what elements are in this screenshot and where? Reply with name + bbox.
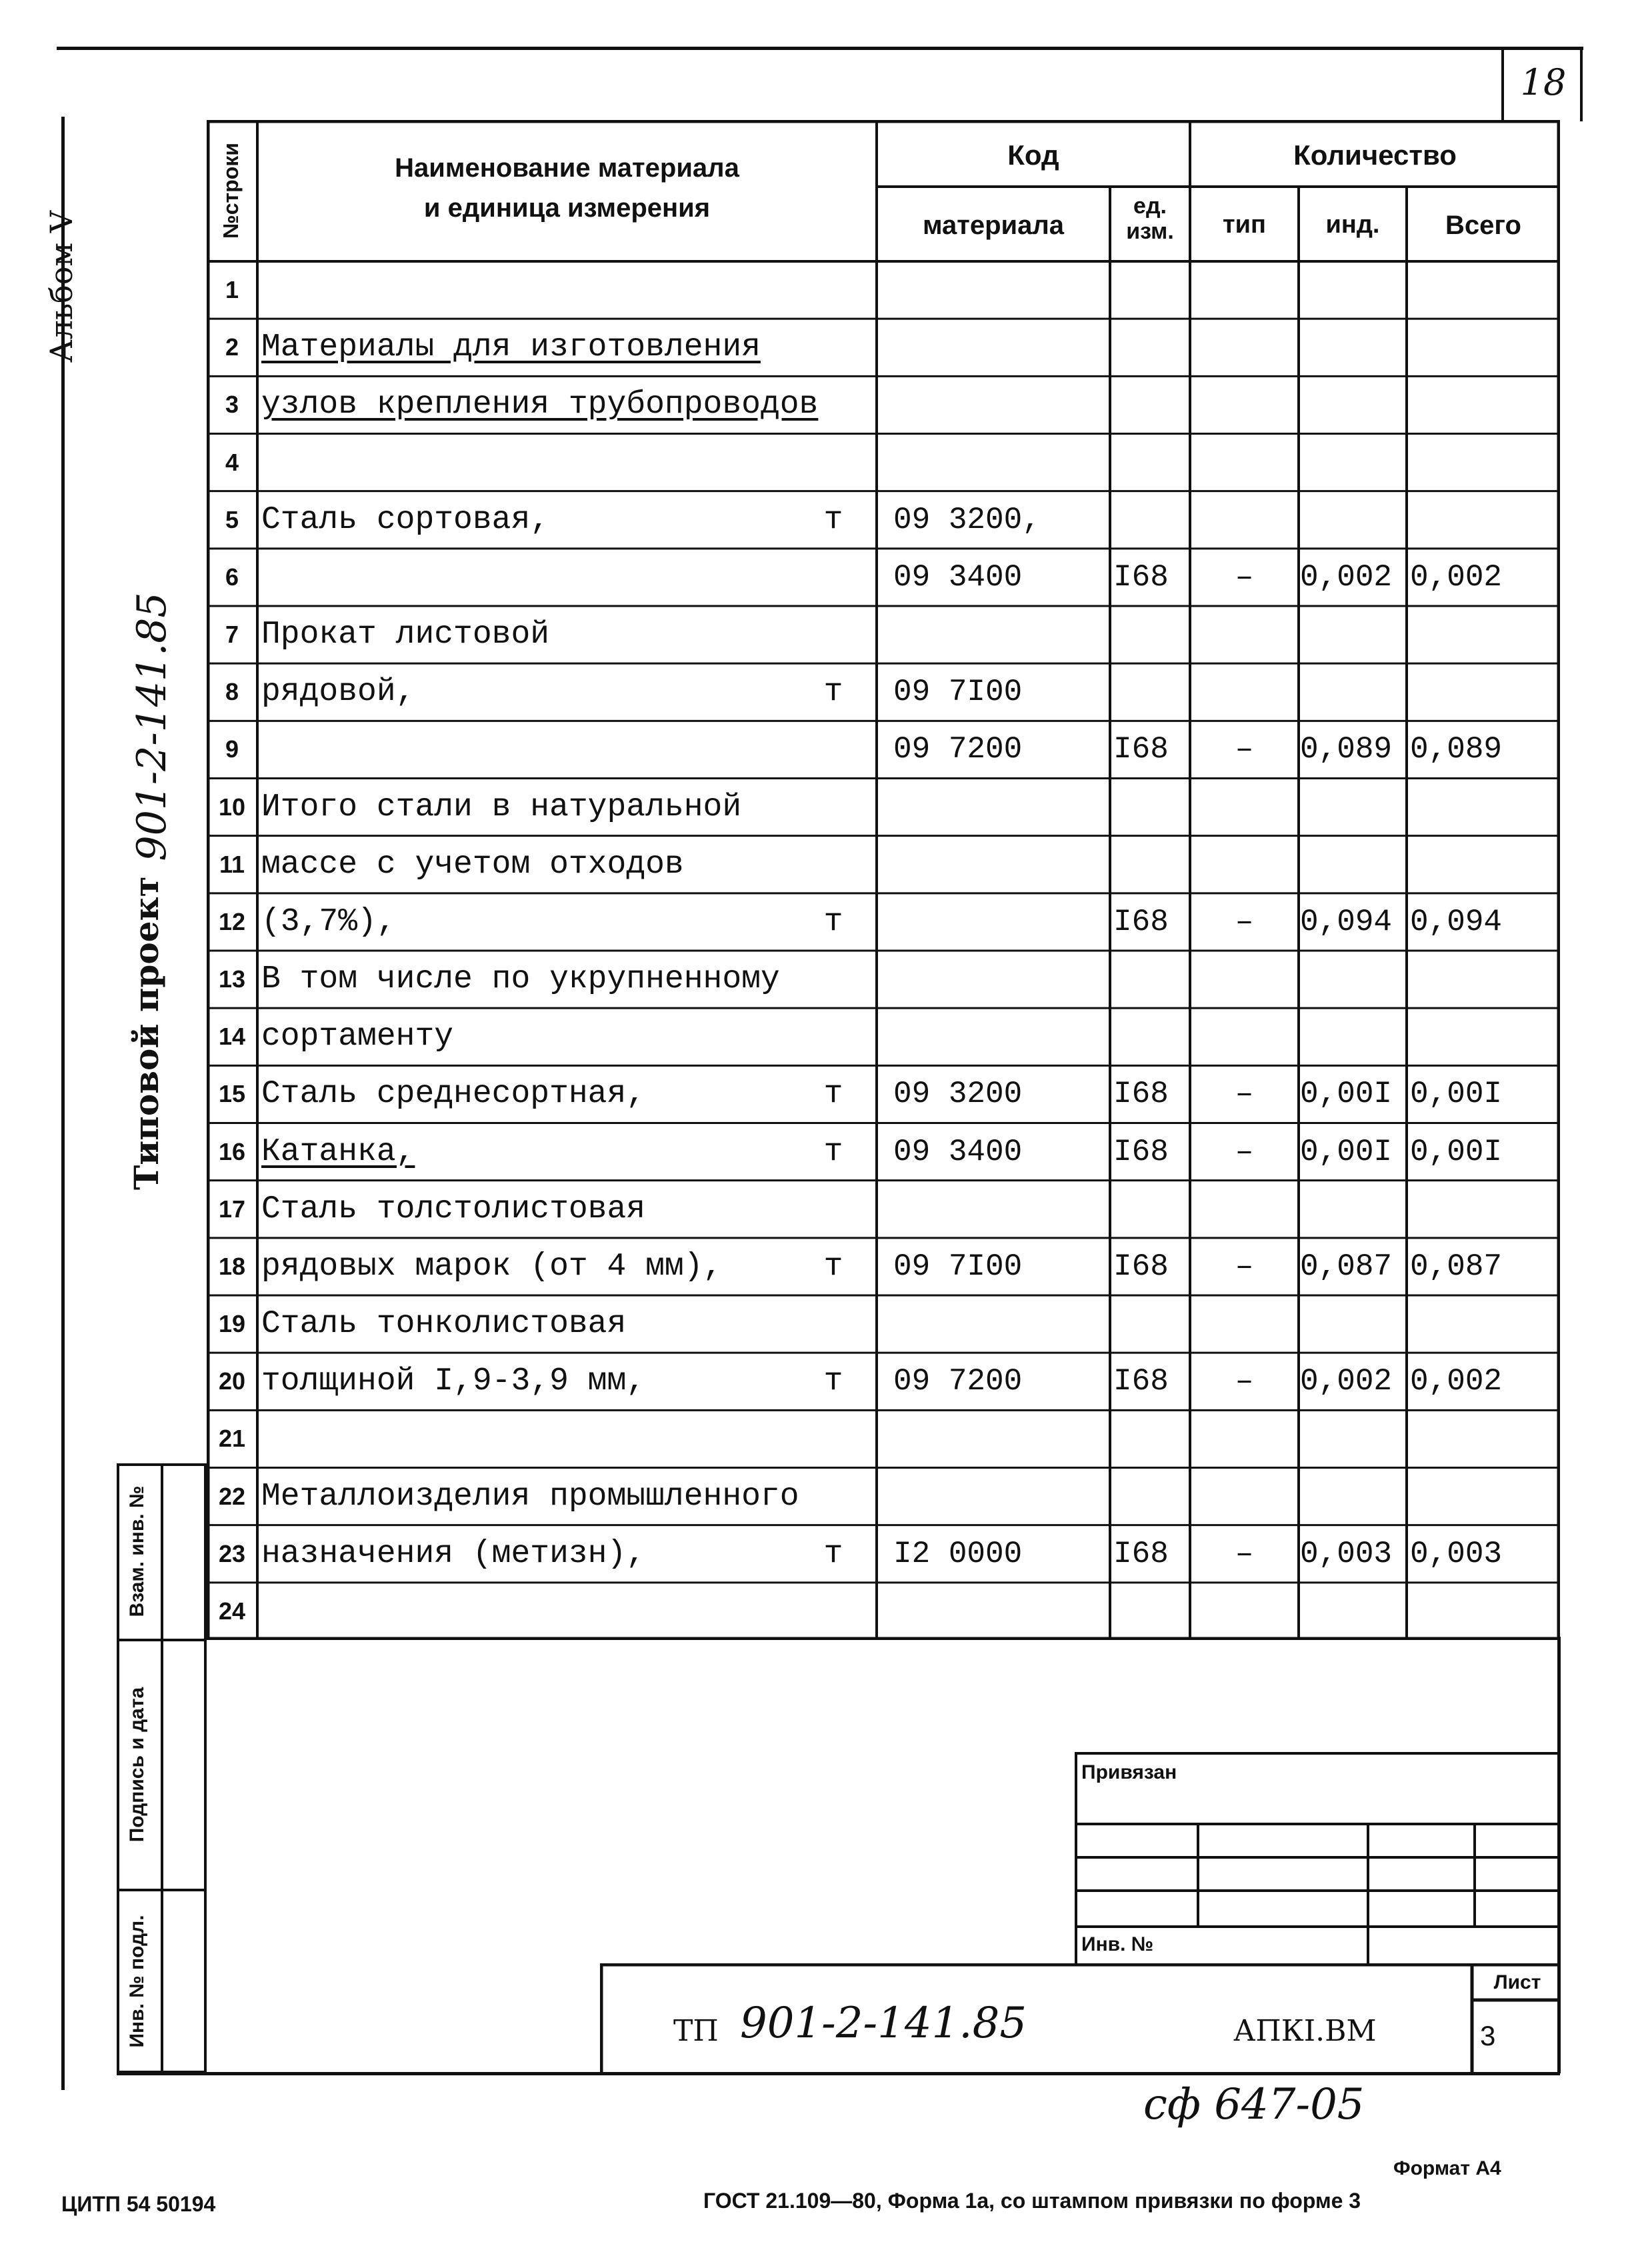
- row-ind: [1300, 1295, 1407, 1353]
- row-ind: [1300, 1468, 1407, 1525]
- materials-table: [207, 120, 1560, 1640]
- row-number: 8: [225, 678, 239, 706]
- row-code: [893, 261, 1107, 319]
- table-row: [207, 1468, 1560, 1525]
- row-unit-symbol: т: [823, 501, 843, 538]
- table-row: [207, 491, 1560, 549]
- header-name: Наименование материала: [395, 153, 739, 183]
- page-number: 18: [1520, 61, 1567, 103]
- table-row: [207, 261, 1560, 319]
- row-number: 4: [225, 448, 239, 476]
- table-row: [207, 1181, 1560, 1238]
- table-row: [207, 1583, 1560, 1640]
- doc-code: АПКI.ВМ: [1233, 2014, 1377, 2048]
- row-number: 21: [218, 1425, 246, 1453]
- row-number: 12: [218, 907, 246, 935]
- row-name: назначения (метизн),: [261, 1535, 646, 1572]
- row-total: 0,094: [1410, 904, 1503, 939]
- row-unit: I68: [1113, 1249, 1169, 1284]
- table-row: [207, 951, 1560, 1008]
- row-type: –: [1235, 1249, 1254, 1284]
- row-type: –: [1235, 1077, 1254, 1112]
- row-unit-symbol: т: [823, 674, 843, 711]
- row-unit-symbol: [807, 1410, 860, 1467]
- row-total: 0,003: [1410, 1536, 1503, 1571]
- row-number: 18: [218, 1252, 246, 1280]
- row-code: 09 3200,: [893, 502, 1041, 537]
- row-unit: [1113, 1295, 1190, 1353]
- row-name: (3,7%),: [261, 903, 396, 940]
- project-number-handwritten: 901-2-141.85: [129, 592, 175, 861]
- row-number: 5: [225, 505, 239, 533]
- row-unit-symbol: [807, 261, 860, 319]
- project-label: Типовой проект: [127, 876, 166, 1190]
- row-unit: [1113, 491, 1190, 549]
- row-name: Катанка,: [261, 1133, 415, 1170]
- row-unit-symbol: [807, 1468, 860, 1525]
- row-total: 0,002: [1410, 559, 1503, 595]
- row-code: [893, 779, 1107, 836]
- row-unit: I68: [1113, 559, 1169, 595]
- row-unit: [1113, 606, 1190, 663]
- row-total: [1410, 663, 1560, 721]
- row-name: [261, 721, 877, 778]
- row-unit: I68: [1113, 904, 1169, 939]
- inv-number-label: Инв. №: [1081, 1933, 1154, 1955]
- row-type: –: [1235, 559, 1254, 595]
- row-type: [1190, 376, 1299, 433]
- row-total: [1410, 319, 1560, 376]
- row-total: [1410, 491, 1560, 549]
- row-ind: [1300, 606, 1407, 663]
- row-ind: [1300, 261, 1407, 319]
- row-type: [1190, 836, 1299, 893]
- row-unit: [1113, 434, 1190, 491]
- row-type: [1190, 779, 1299, 836]
- row-code: [893, 1468, 1107, 1525]
- page-number-box-right: [1580, 48, 1583, 121]
- row-type: –: [1235, 732, 1254, 767]
- footer-left-code: ЦИТП 54 50194: [61, 2192, 216, 2216]
- row-unit-symbol: [807, 319, 860, 376]
- row-total: [1410, 1008, 1560, 1065]
- row-unit-symbol: [807, 1181, 860, 1238]
- row-type: [1190, 951, 1299, 1008]
- table-row: [207, 549, 1560, 606]
- binding-stamp-grid: [1075, 1752, 1560, 1964]
- table-row: [207, 1238, 1560, 1295]
- row-ind: [1300, 1410, 1407, 1467]
- left-stamp: [117, 1463, 207, 2073]
- row-total: 0,089: [1410, 732, 1503, 767]
- row-code: [893, 1295, 1107, 1353]
- row-unit: [1113, 951, 1190, 1008]
- row-unit-symbol: [807, 836, 860, 893]
- row-type: –: [1235, 1364, 1254, 1399]
- row-number: 9: [225, 735, 239, 763]
- row-code: [893, 1410, 1107, 1467]
- format-label: Формат А4: [1393, 2157, 1501, 2179]
- row-unit: [1113, 1181, 1190, 1238]
- row-code: [893, 434, 1107, 491]
- row-type: [1190, 261, 1299, 319]
- row-unit-symbol: [807, 1008, 860, 1065]
- row-unit: [1113, 1468, 1190, 1525]
- row-ind: 0,094: [1300, 904, 1393, 939]
- table-row: [207, 376, 1560, 433]
- row-total: 0,087: [1410, 1249, 1503, 1284]
- row-ind: [1300, 779, 1407, 836]
- row-unit-symbol: т: [823, 903, 843, 940]
- row-unit-symbol: [807, 376, 860, 433]
- row-name: узлов крепления трубопроводов: [261, 387, 819, 423]
- row-total: [1410, 836, 1560, 893]
- row-total: [1410, 606, 1560, 663]
- row-unit-symbol: т: [823, 1076, 843, 1113]
- table-row: [207, 319, 1560, 376]
- row-code: 09 3200: [893, 1077, 1023, 1112]
- row-code: [893, 951, 1107, 1008]
- row-unit-symbol: т: [823, 1133, 843, 1170]
- row-code: [893, 836, 1107, 893]
- stamp-label-replaced-inv: Взам. инв. №: [126, 1485, 148, 1617]
- row-unit-symbol: т: [823, 1248, 843, 1285]
- table-row: [207, 1410, 1560, 1467]
- row-ind: [1300, 663, 1407, 721]
- row-unit-symbol: т: [823, 1363, 843, 1400]
- row-type: –: [1235, 1536, 1254, 1571]
- row-name: Прокат листовой: [261, 617, 550, 653]
- stamp-label-original-inv: Инв. № подл.: [126, 1915, 148, 2048]
- row-name: рядовых марок (от 4 мм),: [261, 1248, 723, 1285]
- row-number: 22: [218, 1482, 246, 1510]
- table-row: [207, 1295, 1560, 1353]
- row-ind: [1300, 1181, 1407, 1238]
- row-name: массе с учетом отходов: [261, 846, 684, 883]
- binding-stamp: [1075, 1752, 1560, 1964]
- row-number: 16: [218, 1137, 246, 1165]
- row-type: [1190, 1008, 1299, 1065]
- row-total: [1410, 951, 1560, 1008]
- row-type: –: [1235, 1134, 1254, 1169]
- row-unit: I68: [1113, 732, 1169, 767]
- row-type: [1190, 663, 1299, 721]
- row-name: В том числе по укрупненному: [261, 961, 780, 997]
- row-ind: 0,00I: [1300, 1077, 1393, 1112]
- row-type: –: [1235, 904, 1254, 939]
- row-total: [1410, 1410, 1560, 1467]
- row-ind: 0,002: [1300, 559, 1393, 595]
- row-number: 20: [218, 1367, 246, 1395]
- row-ind: 0,089: [1300, 732, 1393, 767]
- row-name: [261, 1583, 877, 1640]
- table-row: [207, 836, 1560, 893]
- row-name: Сталь тонколистовая: [261, 1306, 627, 1342]
- row-code: [893, 1583, 1107, 1640]
- row-code: [893, 1181, 1107, 1238]
- row-ind: [1300, 1583, 1407, 1640]
- row-ind: 0,002: [1300, 1364, 1393, 1399]
- table-row: [207, 1008, 1560, 1065]
- header-qty-total: Всего: [1445, 211, 1521, 240]
- row-total: [1410, 1181, 1560, 1238]
- header-qty-type: тип: [1223, 211, 1266, 239]
- row-number: 15: [218, 1080, 246, 1108]
- row-unit: I68: [1113, 1134, 1169, 1169]
- row-number: 17: [218, 1195, 246, 1223]
- row-total: 0,002: [1410, 1364, 1503, 1399]
- row-name: толщиной I,9-3,9 мм,: [261, 1363, 646, 1400]
- row-total: [1410, 434, 1560, 491]
- row-unit-symbol: [807, 434, 860, 491]
- header-unit-line2: изм.: [1126, 219, 1174, 244]
- header-code-material: материала: [922, 211, 1065, 240]
- row-name: [261, 549, 877, 606]
- row-type: [1190, 1410, 1299, 1467]
- row-ind: [1300, 836, 1407, 893]
- row-unit: [1113, 376, 1190, 433]
- page-number-box-left: [1501, 48, 1504, 121]
- row-unit-symbol: [807, 1583, 860, 1640]
- row-ind: [1300, 319, 1407, 376]
- table-row: [207, 434, 1560, 491]
- row-total: 0,00I: [1410, 1134, 1503, 1169]
- row-ind: 0,003: [1300, 1536, 1393, 1571]
- row-name: рядовой,: [261, 674, 415, 711]
- row-code: [893, 376, 1107, 433]
- row-unit: I68: [1113, 1536, 1169, 1571]
- row-name: Материалы для изготовления: [261, 329, 761, 366]
- row-type: [1190, 319, 1299, 376]
- header-unit: ед.: [1133, 193, 1167, 219]
- row-unit-symbol: [807, 779, 860, 836]
- row-number: 7: [225, 621, 239, 648]
- header-code: Код: [1007, 139, 1059, 171]
- table-row: [207, 1065, 1560, 1123]
- row-number: 1: [225, 276, 239, 303]
- row-code: 09 3400: [893, 559, 1023, 595]
- stamp-label-signature-date: Подпись и дата: [126, 1687, 148, 1843]
- row-type: [1190, 1295, 1299, 1353]
- table-row: [207, 1123, 1560, 1181]
- row-ind: [1300, 1008, 1407, 1065]
- row-total: 0,00I: [1410, 1077, 1503, 1112]
- row-ind: [1300, 434, 1407, 491]
- row-unit-symbol: [807, 951, 860, 1008]
- row-type: [1190, 434, 1299, 491]
- row-ind: [1300, 376, 1407, 433]
- row-code: I2 0000: [893, 1536, 1023, 1571]
- row-total: [1410, 261, 1560, 319]
- table-row: [207, 721, 1560, 778]
- row-unit: [1113, 319, 1190, 376]
- row-code: 09 7I00: [893, 675, 1023, 710]
- sheet-label: Лист: [1493, 1971, 1541, 1993]
- row-unit-symbol: [807, 1295, 860, 1353]
- row-code: 09 7I00: [893, 1249, 1023, 1284]
- row-type: [1190, 491, 1299, 549]
- row-unit-symbol: т: [823, 1535, 843, 1572]
- row-type: [1190, 606, 1299, 663]
- row-unit: I68: [1113, 1077, 1169, 1112]
- row-unit: [1113, 1008, 1190, 1065]
- row-name: Сталь среднесортная,: [261, 1076, 646, 1113]
- row-number: 11: [219, 850, 245, 878]
- title-block: [600, 1963, 1560, 2073]
- row-total: [1410, 779, 1560, 836]
- row-name: [261, 434, 877, 491]
- doc-number-handwritten: 901-2-141.85: [740, 1999, 1027, 2048]
- table-row: [207, 1525, 1560, 1583]
- row-unit-symbol: [807, 721, 860, 778]
- table-row: [207, 606, 1560, 663]
- row-name: [261, 1410, 877, 1467]
- row-number: 13: [218, 965, 246, 993]
- header-name-line2: и единица измерения: [423, 193, 711, 223]
- row-number: 6: [225, 563, 239, 591]
- gost-reference: ГОСТ 21.109—80, Форма 1а, со штампом привязки по форме 3: [703, 2189, 1361, 2213]
- album-label: Альбом V: [43, 210, 79, 363]
- table-row: [207, 1353, 1560, 1410]
- row-ind: [1300, 491, 1407, 549]
- table-row: [207, 663, 1560, 721]
- row-ind: [1300, 951, 1407, 1008]
- row-number: 2: [225, 333, 239, 361]
- row-total: [1410, 376, 1560, 433]
- row-type: [1190, 1181, 1299, 1238]
- header-qty-ind: инд.: [1325, 211, 1380, 239]
- handwritten-code: сф 647-05: [1143, 2080, 1365, 2129]
- row-ind: 0,087: [1300, 1249, 1393, 1284]
- header-quantity: Количество: [1293, 139, 1457, 171]
- row-number: 19: [218, 1310, 246, 1337]
- row-total: [1410, 1468, 1560, 1525]
- row-name: Итого стали в натуральной: [261, 789, 742, 825]
- bound-label: Привязан: [1081, 1761, 1177, 1783]
- row-unit: I68: [1113, 1364, 1169, 1399]
- row-code: [893, 1008, 1107, 1065]
- row-unit-symbol: [807, 606, 860, 663]
- table-row: [207, 779, 1560, 836]
- row-code: [893, 606, 1107, 663]
- table-row: [207, 893, 1560, 951]
- row-unit: [1113, 261, 1190, 319]
- row-code: 09 7200: [893, 732, 1023, 767]
- row-code: 09 3400: [893, 1134, 1023, 1169]
- frame-top-line: [57, 47, 1583, 50]
- row-number: 14: [218, 1023, 246, 1051]
- row-total: [1410, 1583, 1560, 1640]
- frame-left-line: [61, 117, 65, 2090]
- row-type: [1190, 1468, 1299, 1525]
- row-name: сортаменту: [261, 1019, 454, 1055]
- row-ind: 0,00I: [1300, 1134, 1393, 1169]
- row-unit: [1113, 663, 1190, 721]
- row-type: [1190, 1583, 1299, 1640]
- row-number: 24: [218, 1597, 246, 1625]
- doc-prefix: ТП: [673, 2014, 719, 2048]
- row-number: 3: [225, 391, 239, 419]
- row-unit-symbol: [807, 549, 860, 606]
- row-number: 23: [218, 1539, 246, 1567]
- row-unit: [1113, 1410, 1190, 1467]
- row-name: Металлоизделия промышленного: [261, 1478, 799, 1515]
- row-code: 09 7200: [893, 1364, 1023, 1399]
- row-name: Сталь толстолистовая: [261, 1191, 646, 1227]
- row-code: [893, 319, 1107, 376]
- header-row-number: №строки: [219, 143, 243, 239]
- row-number: 10: [218, 793, 246, 821]
- row-name: [261, 261, 877, 319]
- row-name: Сталь сортовая,: [261, 501, 550, 538]
- row-unit: [1113, 836, 1190, 893]
- row-code: [893, 893, 1107, 951]
- row-unit: [1113, 1583, 1190, 1640]
- sheet-value: 3: [1480, 2020, 1496, 2051]
- row-unit: [1113, 779, 1190, 836]
- row-total: [1410, 1295, 1560, 1353]
